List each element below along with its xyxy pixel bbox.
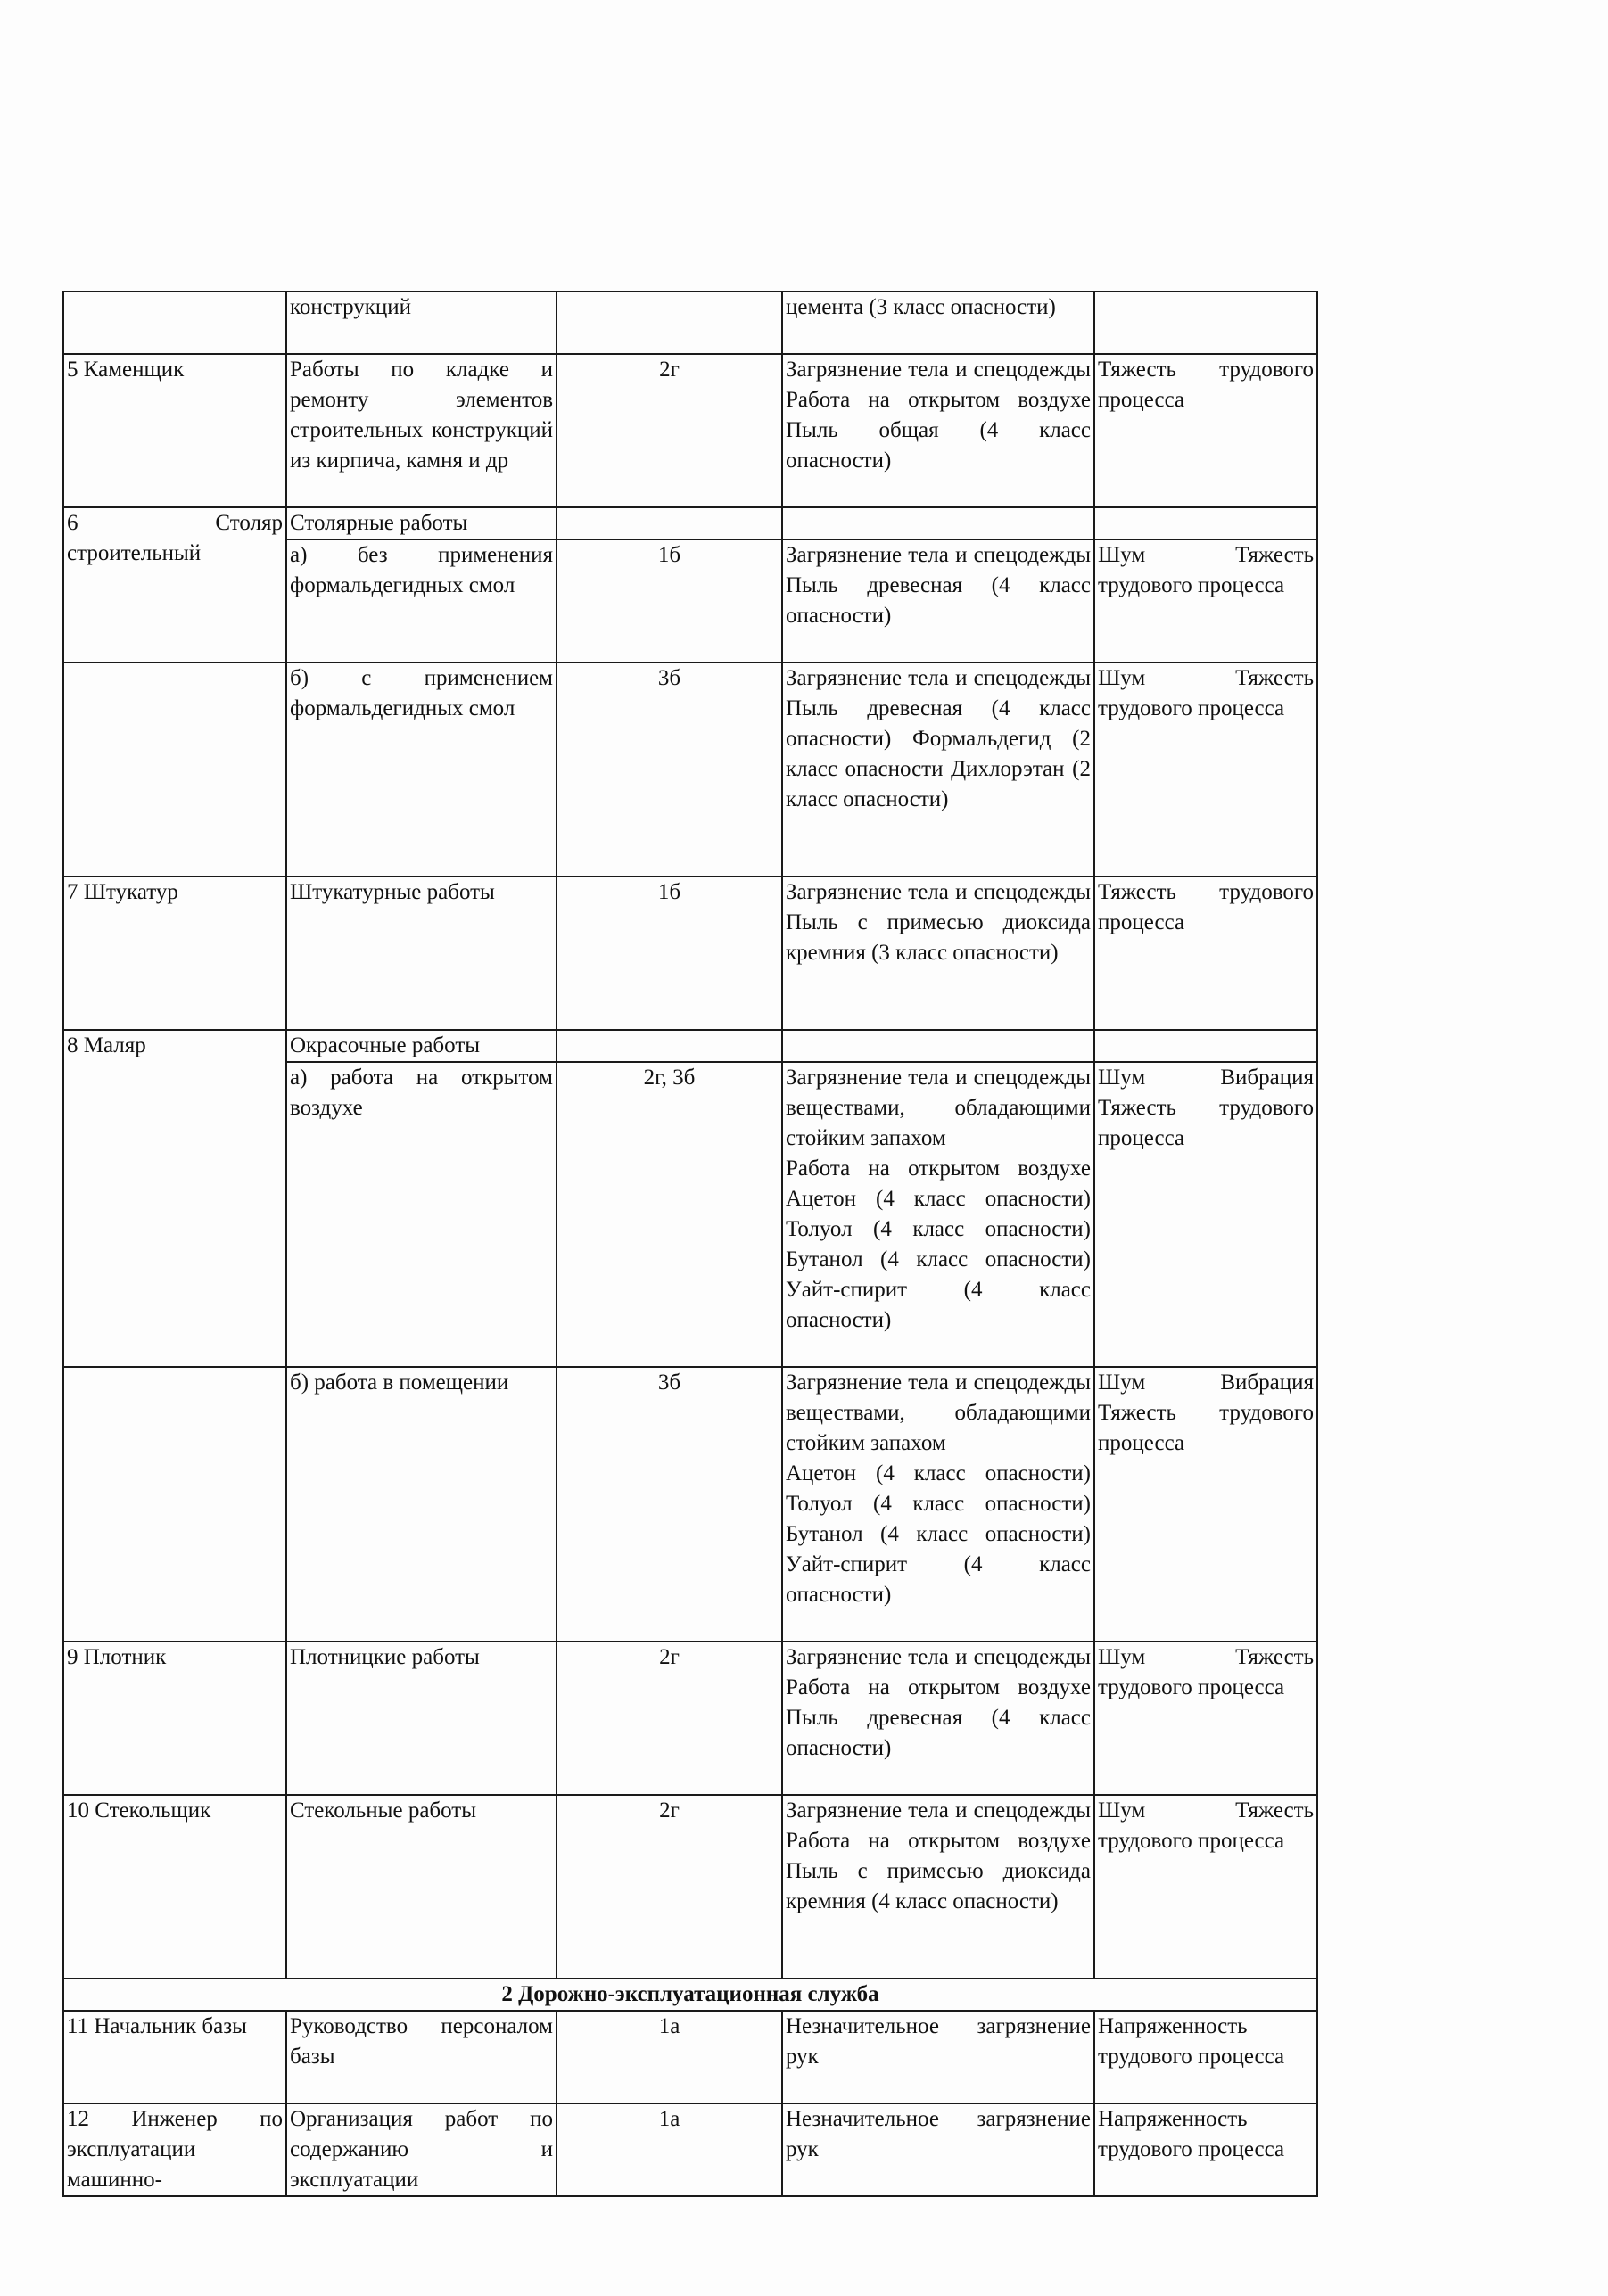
work-cell: Штукатурные работы: [286, 876, 557, 1030]
work-cell: конструкций: [286, 292, 557, 354]
profession-cell: 8 Маляр: [63, 1030, 286, 1367]
factors-cell: Загрязнение тела и спецодежды Работа на открытом воздухе Пыль древесная (4 класс опасности): [782, 1642, 1094, 1795]
factors-cell: Загрязнение тела и спецодежды Пыль древесная (4 класс опасности) Формальдегид (2 класс опасности Дихлорэтан (2 класс опасности): [782, 662, 1094, 876]
table-row: [63, 507, 1317, 539]
factors-cell: Загрязнение тела и спецодежды веществами, обладающими стойким запахом Ацетон (4 класс опасности) Толуол (4 класс опасности) Бутанол (4 класс опасности) Уайт-спирит (4 класс опасности): [782, 1367, 1094, 1642]
class-cell: 1б: [557, 539, 782, 662]
work-cell: а) без применения формальдегидных смол: [286, 539, 557, 662]
section-row: [63, 1979, 1317, 2011]
factors-cell: Незначительное загрязнение рук: [782, 2011, 1094, 2103]
load-cell: [1094, 1030, 1317, 1062]
work-cell: б) с применением формальдегидных смол: [286, 662, 557, 876]
load-cell: Шум Тяжесть трудового процесса: [1094, 539, 1317, 662]
profession-cell: 12 Инженер по эксплуатации машинно-: [63, 2103, 286, 2196]
factors-cell: Загрязнение тела и спецодежды Работа на открытом воздухе Пыль с примесью диоксида кремния (4 класс опасности): [782, 1795, 1094, 1979]
profession-cell: 9 Плотник: [63, 1642, 286, 1795]
class-cell: 1а: [557, 2011, 782, 2103]
work-cell: Организация работ по содержанию и эксплуатации: [286, 2103, 557, 2196]
class-cell: 2г: [557, 354, 782, 507]
class-cell: 3б: [557, 662, 782, 876]
work-cell: Стекольные работы: [286, 1795, 557, 1979]
profession-cell: 5 Каменщик: [63, 354, 286, 507]
factors-cell: Загрязнение тела и спецодежды Пыль с примесью диоксида кремния (3 класс опасности): [782, 876, 1094, 1030]
work-cell: Плотницкие работы: [286, 1642, 557, 1795]
table-row: [63, 292, 1317, 354]
table-row: [63, 2011, 1317, 2103]
work-title-cell: Столярные работы: [286, 507, 557, 539]
table-row: [63, 662, 1317, 876]
factors-cell: Загрязнение тела и спецодежды Пыль древесная (4 класс опасности): [782, 539, 1094, 662]
work-cell: а) работа на открытом воздухе: [286, 1062, 557, 1367]
factors-cell: Загрязнение тела и спецодежды веществами, обладающими стойким запахом Работа на открытом воздухе Ацетон (4 класс опасности) Толуол (4 класс опасности) Бутанол (4 класс опасности) Уайт-спирит (4 класс опасности): [782, 1062, 1094, 1367]
class-cell: [557, 1030, 782, 1062]
table-row: [63, 1367, 1317, 1642]
class-cell: 2г: [557, 1795, 782, 1979]
load-cell: Шум Вибрация Тяжесть трудового процесса: [1094, 1367, 1317, 1642]
working-conditions-table: [62, 291, 1318, 2197]
work-title-cell: Окрасочные работы: [286, 1030, 557, 1062]
load-cell: Тяжесть трудового процесса: [1094, 354, 1317, 507]
factors-cell: [782, 1030, 1094, 1062]
profession-cell: [63, 292, 286, 354]
load-cell: Шум Тяжесть трудового процесса: [1094, 1642, 1317, 1795]
table-row: [63, 354, 1317, 507]
work-cell: Работы по кладке и ремонту элементов строительных конструкций из кирпича, камня и др: [286, 354, 557, 507]
profession-cell: 7 Штукатур: [63, 876, 286, 1030]
load-cell: Напряженность трудового процесса: [1094, 2103, 1317, 2196]
load-cell: Шум Тяжесть трудового процесса: [1094, 1795, 1317, 1979]
class-cell: 2г: [557, 1642, 782, 1795]
load-cell: Шум Тяжесть трудового процесса: [1094, 662, 1317, 876]
class-cell: 1а: [557, 2103, 782, 2196]
profession-cell: [63, 662, 286, 876]
table-row: [63, 1642, 1317, 1795]
profession-cell: 6 Столяр строительный: [63, 507, 286, 662]
profession-cell: [63, 1367, 286, 1642]
profession-cell: 11 Начальник базы: [63, 2011, 286, 2103]
factors-cell: [782, 507, 1094, 539]
load-cell: [1094, 507, 1317, 539]
class-cell: 3б: [557, 1367, 782, 1642]
table-row: [63, 1795, 1317, 1979]
load-cell: [1094, 292, 1317, 354]
table-row: [63, 2103, 1317, 2196]
profession-cell: 10 Стекольщик: [63, 1795, 286, 1979]
load-cell: Напряженность трудового процесса: [1094, 2011, 1317, 2103]
table-row: [63, 876, 1317, 1030]
load-cell: Шум Вибрация Тяжесть трудового процесса: [1094, 1062, 1317, 1367]
factors-cell: Незначительное загрязнение рук: [782, 2103, 1094, 2196]
table-row: [63, 1030, 1317, 1062]
class-cell: [557, 507, 782, 539]
load-cell: Тяжесть трудового процесса: [1094, 876, 1317, 1030]
factors-cell: цемента (3 класс опасности): [782, 292, 1094, 354]
work-cell: Руководство персоналом базы: [286, 2011, 557, 2103]
section-title: 2 Дорожно-эксплуатационная служба: [63, 1979, 1317, 2011]
class-cell: 2г, 3б: [557, 1062, 782, 1367]
work-cell: б) работа в помещении: [286, 1367, 557, 1642]
class-cell: 1б: [557, 876, 782, 1030]
factors-cell: Загрязнение тела и спецодежды Работа на открытом воздухе Пыль общая (4 класс опасности): [782, 354, 1094, 507]
class-cell: [557, 292, 782, 354]
